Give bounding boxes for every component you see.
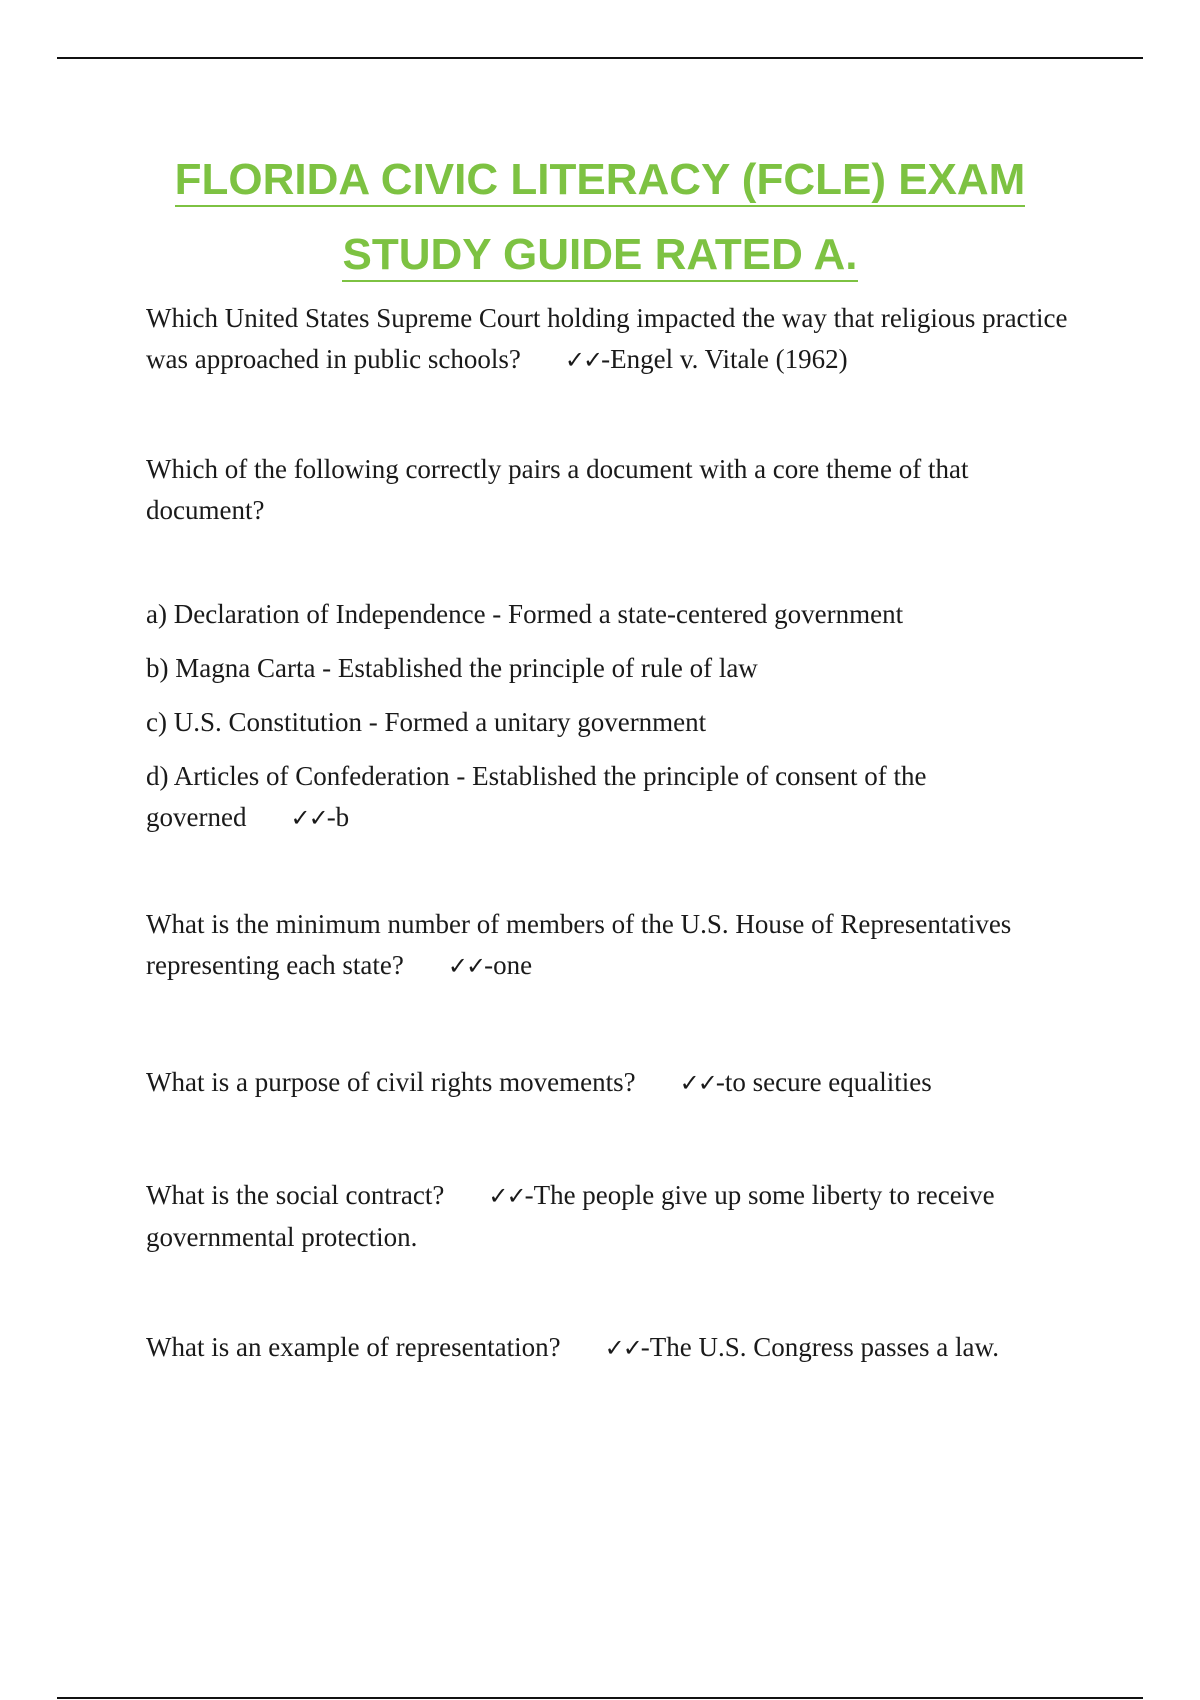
answer-text: -The U.S. Congress passes a law. [640, 1332, 999, 1362]
qa-item-1 [146, 298, 1086, 381]
check-mark-icon: ✓✓ [447, 952, 485, 980]
check-mark-icon: ✓✓ [488, 1182, 525, 1210]
answer-text: -The people give up some liberty to receive governmental protection. [146, 1180, 995, 1252]
qa-item-4 [146, 1062, 1086, 1104]
question-text: Which United States Supreme Court holding impacted the way that religious practice was approached in public schools? [146, 303, 1068, 374]
option-a: a) Declaration of Independence - Formed a state-centered government [146, 599, 904, 629]
option-c: c) U.S. Constitution - Formed a unitary government [146, 707, 707, 737]
question-text: What is a purpose of civil rights movements? [146, 1067, 636, 1097]
title-line-1: FLORIDA CIVIC LITERACY (FCLE) EXAM [175, 155, 1026, 207]
document-title [0, 146, 1200, 296]
check-mark-icon: ✓✓ [679, 1069, 716, 1097]
question-text: What is an example of representation? [146, 1332, 561, 1362]
option-list [146, 594, 1086, 839]
check-mark-icon: ✓✓ [564, 346, 602, 374]
option-d-text: d) Articles of Confederation - Established the principle of consent of the governed [146, 761, 927, 832]
answer-text: -to secure equalities [715, 1067, 932, 1097]
option-b: b) Magna Carta - Established the principle of rule of law [146, 653, 758, 683]
question-text: What is the social contract? [146, 1180, 445, 1210]
bottom-rule [57, 1697, 1143, 1699]
answer-text: -Engel v. Vitale (1962) [601, 344, 848, 374]
check-mark-icon: ✓✓ [290, 804, 327, 832]
qa-item-2 [146, 449, 1086, 531]
option-d [146, 756, 1086, 839]
title-line-2: STUDY GUIDE RATED A. [342, 230, 857, 282]
qa-item-3 [146, 904, 1086, 987]
question-text: Which of the following correctly pairs a document with a core theme of that document? [146, 454, 969, 525]
answer-text: -one [484, 950, 533, 980]
question-text: What is the minimum number of members of the U.S. House of Representatives representing each state? [146, 909, 1012, 980]
top-rule [57, 57, 1143, 59]
check-mark-icon: ✓✓ [604, 1334, 641, 1362]
qa-item-6 [146, 1327, 1086, 1369]
qa-item-5 [146, 1175, 1086, 1258]
answer-text: -b [326, 802, 350, 832]
